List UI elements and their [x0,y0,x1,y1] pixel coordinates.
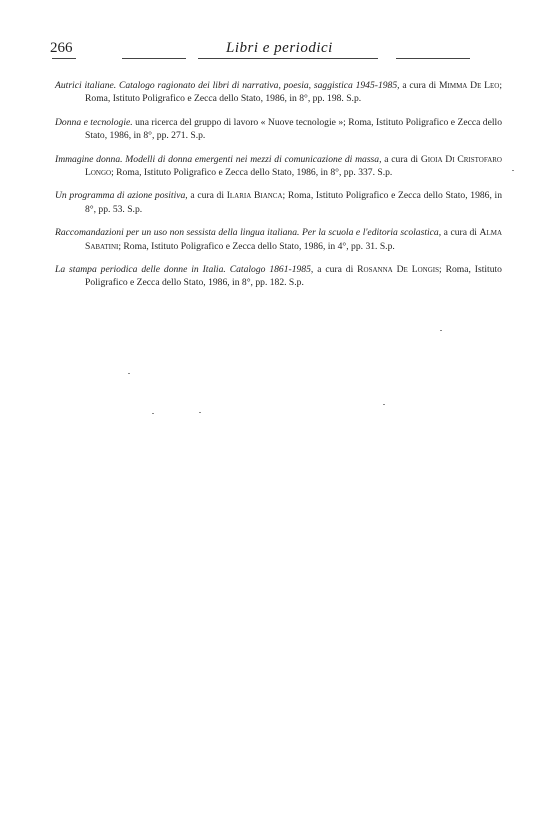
scan-speck [383,404,385,405]
scan-speck [152,413,154,414]
entry-text: a cura di [399,80,439,91]
entry-title: Immagine donna. Modelli di donna emergenti nei mezzi di comunicazione di massa, [55,153,382,165]
bibliography-entry [55,153,502,180]
running-title: Libri e periodici [226,40,333,56]
entry-publication: ; Roma, Istituto Poligrafico e Zecca dello Stato, 1986, in 4°, pp. 31. S.p. [118,240,395,252]
entry-text: a cura di [441,227,480,239]
scan-speck [440,330,442,331]
bibliography-entry [55,189,502,216]
entry-publication: ; Roma, Istituto Poligrafico e Zecca dello Stato, 1986, in 8°, pp. 53. S.p. [85,190,503,215]
header-rule [52,58,76,59]
entry-title: Donna e tecnologie. [55,116,133,128]
entry-text: a cura di [313,264,358,276]
scan-speck [128,373,130,374]
header-rule [198,58,378,59]
scan-speck [512,170,514,171]
entry-text: a cura di [187,190,227,202]
scan-speck [199,412,201,413]
entry-title: Raccomandazioni per un uso non sessista della lingua italiana. Per la scuola e l'editoria scolastica, [55,227,442,239]
entry-title: Un programma di azione positiva, [55,190,188,202]
entry-author: Ilaria Bianca [226,190,283,202]
entry-author: Mimma De Leo [438,80,500,91]
entry-author: Rosanna De Longis [357,264,439,276]
entry-title: Autrici italiane. Catalogo ragionato dei libri di narrativa, poesia, saggistica 1945-1985, [55,80,400,91]
entry-publication: ; Roma, Istituto Poligrafico e Zecca dello Stato, 1986, in 8°, pp. 198. S.p. [85,80,503,105]
entry-publication: ; Roma, Istituto Poligrafico e Zecca dello Stato, 1986, in 8°, pp. 182. S.p. [85,264,502,289]
entry-text: una ricerca del gruppo di lavoro « Nuove tecnologie »; Roma, Istituto Poligrafico e Zecca dello Stato, 1986, in 8°, pp. 271. S.p. [85,116,502,142]
page-header [50,38,500,62]
header-rule [396,58,470,59]
bibliography-list [55,79,502,300]
bibliography-entry [55,263,502,290]
bibliography-entry [55,116,502,143]
entry-title: La stampa periodica delle donne in Italia. Catalogo 1861-1985, [55,264,314,276]
entry-text: a cura di [381,153,421,165]
entry-publication: ; Roma, Istituto Poligrafico e Zecca dello Stato, 1986, in 8°, pp. 337. S.p. [111,167,393,179]
entry-author: Alma Sabatini [85,227,502,252]
page-number: 266 [50,40,73,56]
header-rule [122,58,186,59]
bibliography-entry [55,79,502,106]
bibliography-entry [55,226,502,253]
entry-author: Gioia Di Cristofaro Longo [85,153,502,179]
